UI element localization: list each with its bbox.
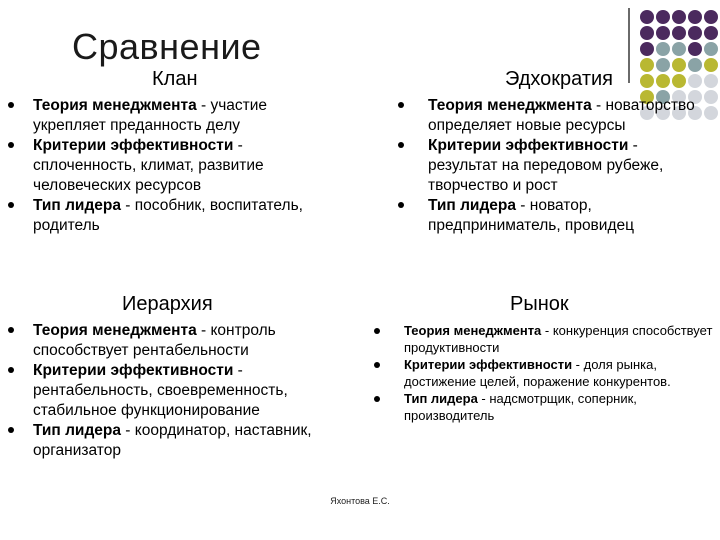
decor-dot — [704, 26, 718, 40]
list-item — [374, 322, 714, 356]
clan-list — [8, 96, 328, 236]
adhocracy-list — [398, 96, 698, 236]
bullet-icon — [8, 102, 14, 108]
decor-dot — [704, 10, 718, 24]
item-term: Критерии эффективности — [404, 357, 573, 372]
list-item — [374, 356, 714, 390]
bullet-icon — [374, 396, 380, 402]
decor-dot — [656, 26, 670, 40]
decor-dot — [688, 74, 702, 88]
item-term: Критерии эффективности — [428, 137, 629, 154]
bullet-icon — [8, 427, 14, 433]
list-item — [8, 136, 328, 196]
item-text: - доля рынка, достижение целей, поражение конкурентов. — [404, 357, 671, 389]
list-item — [398, 196, 698, 236]
bullet-icon — [8, 142, 14, 148]
decor-dot — [640, 10, 654, 24]
clan-heading: Клан — [152, 68, 198, 90]
decor-dot — [640, 42, 654, 56]
list-item — [398, 136, 698, 196]
bullet-icon — [374, 362, 380, 368]
bullet-icon — [8, 367, 14, 373]
item-text: - координатор, наставник, организатор — [33, 422, 312, 459]
item-term: Тип лидера — [404, 391, 478, 406]
footer-author: Яхонтова Е.С. — [330, 496, 390, 506]
item-text: - участие укрепляет преданность делу — [33, 97, 268, 134]
decor-dot — [672, 26, 686, 40]
decor-dot — [640, 26, 654, 40]
decor-dot — [688, 42, 702, 56]
item-term: Теория менеджмента — [33, 97, 197, 114]
bullet-icon — [398, 142, 404, 148]
decor-dot — [640, 74, 654, 88]
list-item — [8, 421, 343, 461]
slide-title: Сравнение — [72, 26, 262, 67]
bullet-icon — [8, 202, 14, 208]
decor-dot — [704, 42, 718, 56]
item-text: - рентабельность, своевременность, стабильное функционирование — [33, 362, 288, 419]
adhocracy-heading: Эдхократия — [505, 68, 613, 90]
decor-dot — [704, 74, 718, 88]
list-item — [374, 390, 714, 424]
bullet-icon — [374, 328, 380, 334]
decor-dot — [672, 74, 686, 88]
item-text: - конкуренция способствует продуктивности — [404, 323, 713, 355]
list-item — [398, 96, 698, 136]
decor-dot — [656, 74, 670, 88]
decor-dot — [704, 58, 718, 72]
item-term: Критерии эффективности — [33, 362, 234, 379]
hierarchy-list — [8, 321, 343, 461]
item-term: Тип лидера — [33, 197, 121, 214]
bullet-icon — [8, 327, 14, 333]
item-term: Тип лидера — [33, 422, 121, 439]
list-item — [8, 361, 343, 421]
decor-dot — [656, 42, 670, 56]
market-list — [374, 322, 714, 424]
decor-dot — [688, 58, 702, 72]
decor-vertical-line — [628, 8, 630, 83]
hierarchy-heading: Иерархия — [122, 293, 213, 315]
item-text: - результат на передовом рубеже, творчество и рост — [428, 137, 664, 194]
decor-dot — [688, 10, 702, 24]
decor-dot — [672, 58, 686, 72]
item-text: - новаторство определяет новые ресурсы — [428, 97, 695, 134]
decor-dot — [672, 10, 686, 24]
item-term: Критерии эффективности — [33, 137, 234, 154]
decor-dot — [656, 58, 670, 72]
bullet-icon — [398, 202, 404, 208]
bullet-icon — [398, 102, 404, 108]
decor-dot — [672, 42, 686, 56]
item-text: - новатор, предприниматель, провидец — [428, 197, 634, 234]
adhocracy-clip — [398, 96, 720, 256]
list-item — [8, 96, 328, 136]
item-term: Тип лидера — [428, 197, 516, 214]
item-term: Теория менеджмента — [428, 97, 592, 114]
item-text: - контроль способствует рентабельности — [33, 322, 276, 359]
list-item — [8, 196, 328, 236]
market-heading: Рынок — [510, 293, 569, 315]
list-item — [8, 321, 343, 361]
item-text: - надсмотрщик, соперник, производитель — [404, 391, 637, 423]
item-term: Теория менеджмента — [33, 322, 197, 339]
decor-dot — [656, 10, 670, 24]
decor-dot — [688, 26, 702, 40]
item-term: Теория менеджмента — [404, 323, 542, 338]
item-text: - сплоченность, климат, развитие человеческих ресурсов — [33, 137, 264, 194]
decor-dot — [640, 58, 654, 72]
item-text: - пособник, воспитатель, родитель — [33, 197, 303, 234]
